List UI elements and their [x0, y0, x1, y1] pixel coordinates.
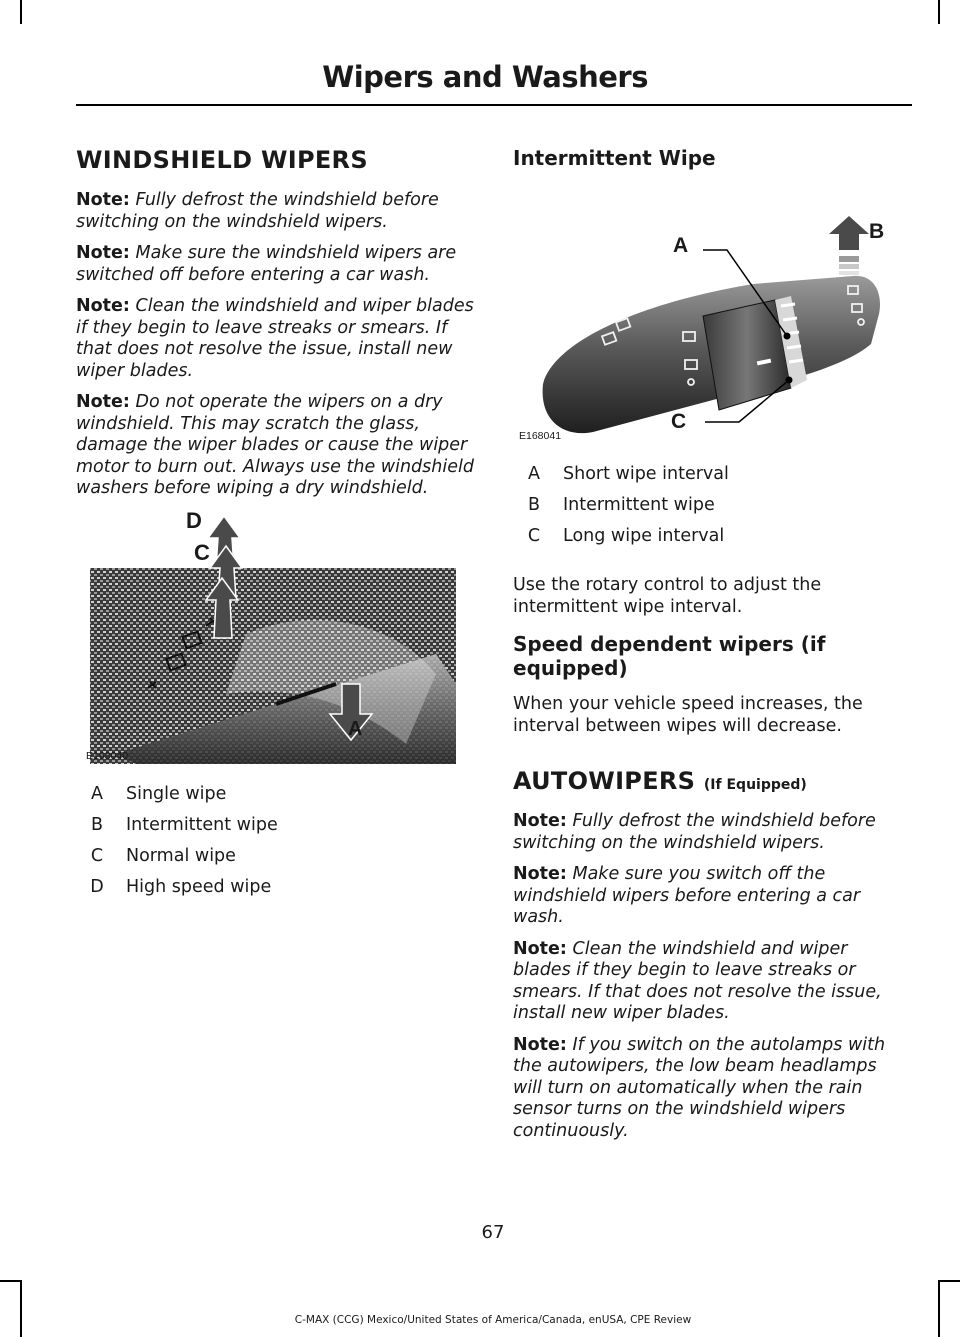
callout-label-c: C	[671, 410, 687, 433]
figure-code: E168041	[519, 430, 562, 442]
arrow-up-icon	[829, 216, 869, 275]
note-label: Note:	[76, 296, 130, 316]
note-text: Fully defrost the windshield before switching on the windshield wipers.	[76, 190, 439, 232]
section-heading-autowipers	[513, 767, 908, 795]
callout-label-b: B	[869, 220, 885, 243]
header-rule	[76, 104, 912, 106]
legend-letter: B	[527, 495, 540, 515]
legend-desc: Long wipe interval	[563, 526, 725, 546]
legend-row	[76, 815, 478, 846]
wiper-stalk-figure	[76, 507, 456, 764]
legend-desc: Normal wipe	[126, 845, 236, 866]
note-text: Clean the windshield and wiper blades if they begin to leave streaks or smears. If that does not resolve the issue, install new wiper blades.	[513, 938, 882, 1023]
legend-desc: Single wipe	[126, 783, 227, 804]
callout-label-a: A	[348, 717, 363, 740]
note-text: If you switch on the autolamps with the autowipers, the low beam headlamps will turn on automatically when the rain sensor turns on the windshield wipers continuously.	[513, 1034, 886, 1141]
note	[76, 243, 478, 286]
legend-letter: C	[527, 526, 541, 546]
note	[513, 1035, 908, 1143]
subheading-speed-dependent: Speed dependent wipers (if equipped)	[513, 632, 826, 680]
legend-desc: Intermittent wipe	[563, 495, 715, 515]
crop-mark-top-left-v	[20, 0, 22, 24]
right-column	[513, 146, 908, 1152]
crop-mark-top-right-v	[938, 0, 940, 24]
note-label: Note:	[76, 392, 130, 412]
note-text: Make sure you switch off the windshield wipers before entering a car wash.	[513, 864, 861, 927]
crop-mark-bottom-left-v	[20, 1280, 22, 1337]
legend-letter: A	[528, 464, 540, 484]
legend-interval	[513, 464, 908, 557]
note-label: Note:	[513, 1034, 567, 1055]
body-text: Use the rotary control to adjust the intermittent wipe interval.	[513, 575, 822, 617]
note-text: Make sure the windshield wipers are switched off before entering a car wash.	[76, 243, 457, 285]
note-text: Clean the windshield and wiper blades if they begin to leave streaks or smears. If that does not resolve the issue, install new wiper blades.	[76, 296, 474, 381]
autowipers-heading-text: AUTOWIPERS	[513, 767, 696, 795]
note-label: Note:	[513, 864, 567, 884]
leader-dot	[784, 333, 791, 340]
note-label: Note:	[76, 190, 130, 210]
note	[513, 864, 908, 929]
crop-mark-bottom-right-v	[938, 1280, 940, 1337]
legend-letter: B	[90, 814, 103, 835]
callout-label-c: C	[194, 539, 210, 565]
legend-desc: High speed wipe	[126, 876, 272, 897]
note-text: Fully defrost the windshield before switching on the windshield wipers.	[513, 811, 876, 853]
rotary-control-illustration	[513, 184, 908, 444]
note	[513, 811, 908, 854]
rotary-control-figure	[513, 184, 908, 444]
page-number: 67	[481, 1222, 505, 1243]
legend-row	[76, 846, 478, 877]
left-column	[76, 146, 478, 926]
legend-row	[76, 784, 478, 815]
rotary-ring	[703, 300, 791, 410]
legend-row	[513, 464, 908, 495]
legend-row	[513, 495, 908, 526]
body-text: When your vehicle speed increases, the interval between wipes will decrease.	[513, 694, 863, 736]
note	[513, 939, 908, 1025]
legend-desc: Short wipe interval	[563, 464, 729, 484]
note	[76, 296, 478, 382]
section-heading-windshield-wipers: WINDSHIELD WIPERS	[76, 146, 368, 174]
crop-mark-bottom-right-h	[940, 1280, 960, 1282]
note	[76, 392, 478, 500]
legend-row	[76, 877, 478, 908]
legend-wiper-modes	[76, 784, 478, 908]
page-header-title: Wipers and Washers	[322, 60, 648, 94]
legend-letter: D	[90, 876, 104, 897]
crop-mark-bottom-left-h	[0, 1280, 20, 1282]
note	[76, 190, 478, 233]
callout-label-d: D	[186, 507, 202, 533]
legend-row	[513, 526, 908, 557]
autowipers-heading-suffix: (If Equipped)	[703, 777, 807, 793]
leader-dot	[786, 377, 793, 384]
note-text: Do not operate the wipers on a dry windshield. This may scratch the glass, damage the wiper blades or cause the wiper motor to burn out. Always use the windshield washers before wiping a dry windshield.	[76, 392, 474, 498]
page-footer: C-MAX (CCG) Mexico/United States of America/Canada, enUSA, CPE Review	[294, 1314, 692, 1326]
legend-letter: C	[90, 845, 104, 866]
note-label: Note:	[513, 811, 567, 831]
figure-code: E168040	[86, 749, 129, 762]
callout-label-a: A	[673, 234, 689, 257]
note-label: Note:	[513, 938, 567, 959]
subheading-intermittent-wipe: Intermittent Wipe	[513, 146, 716, 170]
wiper-stalk-illustration	[76, 514, 456, 764]
legend-letter: A	[91, 783, 103, 804]
legend-desc: Intermittent wipe	[126, 814, 278, 835]
note-label: Note:	[76, 243, 130, 263]
